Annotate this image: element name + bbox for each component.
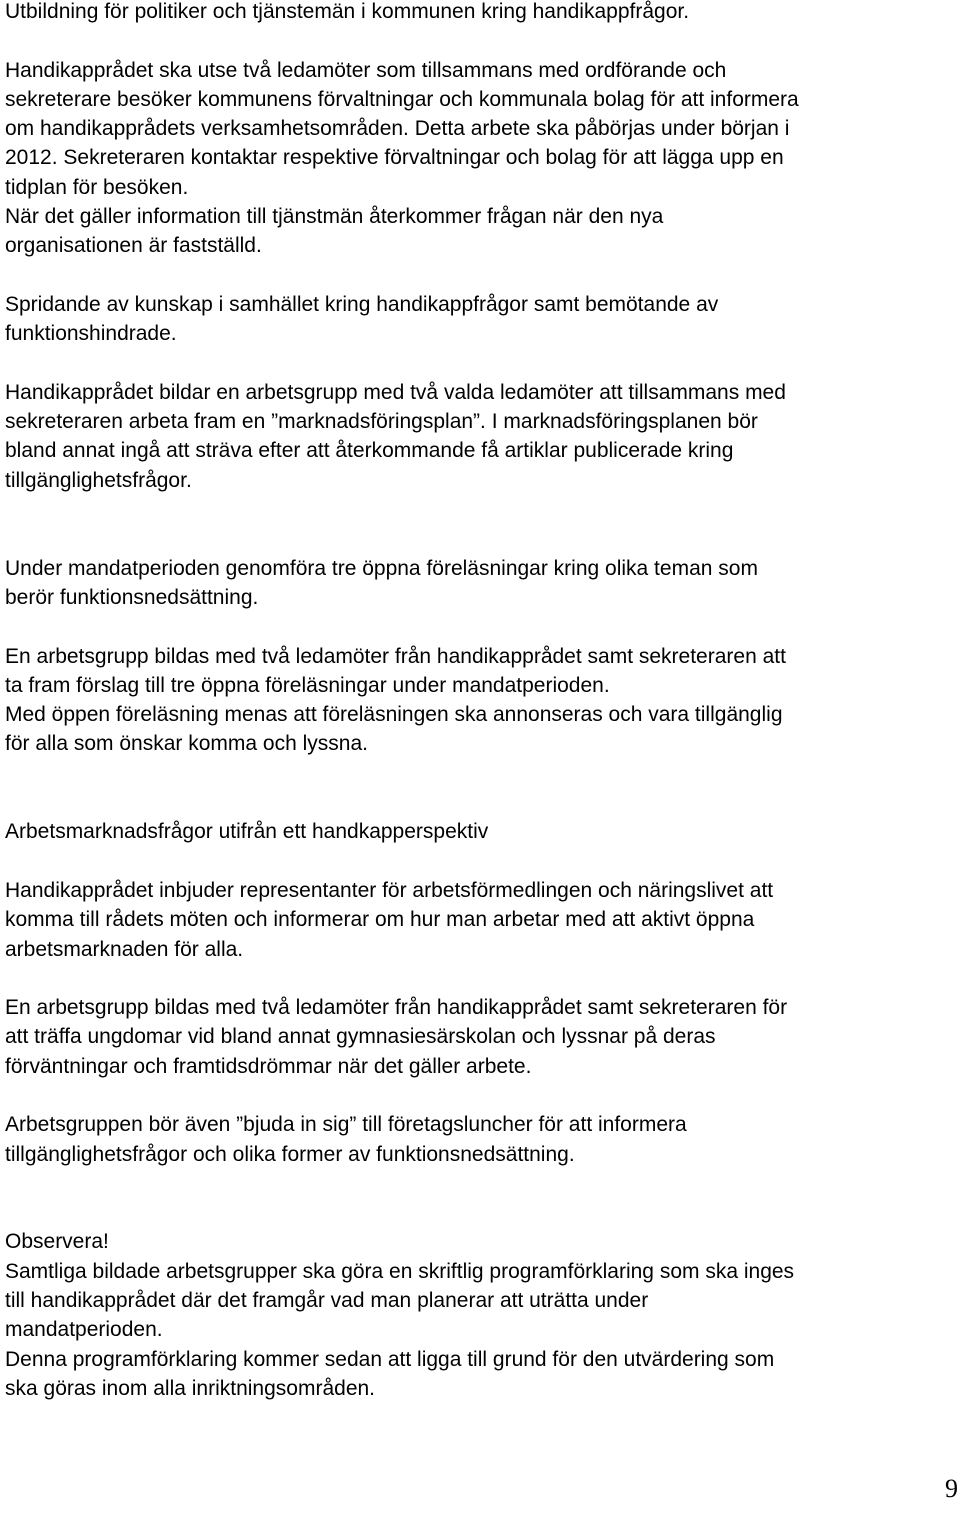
blank-line bbox=[5, 847, 960, 876]
blank-line bbox=[5, 26, 960, 55]
blank-line bbox=[5, 495, 960, 524]
blank-line bbox=[5, 349, 960, 378]
blank-line bbox=[5, 1198, 960, 1227]
blank-line bbox=[5, 759, 960, 788]
blank-line bbox=[5, 1169, 960, 1198]
paragraph-marknadsforingsplan: Handikapprådet bildar en arbetsgrupp med två valda ledamöter att tillsammans med sekreteraren arbeta fram en ”marknadsföringsplan”. I marknadsföringsplanen bör bland annat ingå att sträva efter att återkommande få artiklar publicerade kring tillgänglighetsfrågor. bbox=[5, 380, 786, 492]
blank-line bbox=[5, 964, 960, 993]
paragraph-arbetsgrupp-forelasningar: En arbetsgrupp bildas med två ledamöter från handikapprådet samt sekreteraren att ta fram förslag till tre öppna föreläsningar under mandatperioden. Med öppen föreläsning menas att föreläsningen ska annonseras och vara tillgänglig för alla som önskar komma och lyssna. bbox=[5, 644, 786, 756]
paragraph-foretagsluncher: Arbetsgruppen bör även ”bjuda in sig” till företagsluncher för att informera tillgänglighetsfrågor och olika former av funktionsnedsättning. bbox=[5, 1113, 687, 1166]
paragraph-observera: Observera! Samtliga bildade arbetsgrupper ska göra en skriftlig programförklaring som ska inges till handikapprådet där det framgår vad man planerar att uträtta under mandatperioden. Denna programförklaring kommer sedan att ligga till grund för den utvärdering som ska göras inom alla inriktningsområden. bbox=[5, 1230, 795, 1400]
paragraph-heading-spridande: Spridande av kunskap i samhället kring handikappfrågor samt bemötande av funktionshindrade. bbox=[5, 292, 719, 346]
paragraph-utse-ledamoter: Handikapprådet ska utse två ledamöter som tillsammans med ordförande och sekreterare besöker kommunens förvaltningar och kommunala bolag för att informera om handikapprådets verksamhetsområden. Detta arbete ska påbörjas under början i 2012. Sekreteraren kontaktar respektive förvaltningar och bolag för att lägga upp en tidplan för besöken. När det gäller information till tjänstmän återkommer frågan när den nya organisationen är fastställd. bbox=[5, 58, 799, 258]
paragraph-heading-forelasningar: Under mandatperioden genomföra tre öppna föreläsningar kring olika teman som berör funktionsnedsättning. bbox=[5, 556, 758, 609]
blank-line bbox=[5, 524, 960, 553]
paragraph-heading-utbildning: Utbildning för politiker och tjänstemän i kommunen kring handikappfrågor. bbox=[5, 0, 690, 23]
paragraph-ungdomar: En arbetsgrupp bildas med två ledamöter från handikapprådet samt sekreteraren för att träffa ungdomar vid bland annat gymnasiesärskolan och lyssnar på deras förväntningar och framtidsdrömmar när det gäller arbete. bbox=[5, 996, 788, 1078]
page-number: 9 bbox=[945, 1474, 958, 1503]
blank-line bbox=[5, 1081, 960, 1110]
paragraph-heading-arbetsmarknad: Arbetsmarknadsfrågor utifrån ett handkapperspektiv bbox=[5, 820, 489, 844]
blank-line bbox=[5, 612, 960, 641]
blank-line bbox=[5, 788, 960, 817]
paragraph-arbetsformedlingen: Handikapprådet inbjuder representanter för arbetsförmedlingen och näringslivet att komma till rådets möten och informerar om hur man arbetar med att aktivt öppna arbetsmarknaden för alla. bbox=[5, 878, 774, 961]
blank-line bbox=[5, 261, 960, 290]
document-body bbox=[5, 0, 960, 1403]
